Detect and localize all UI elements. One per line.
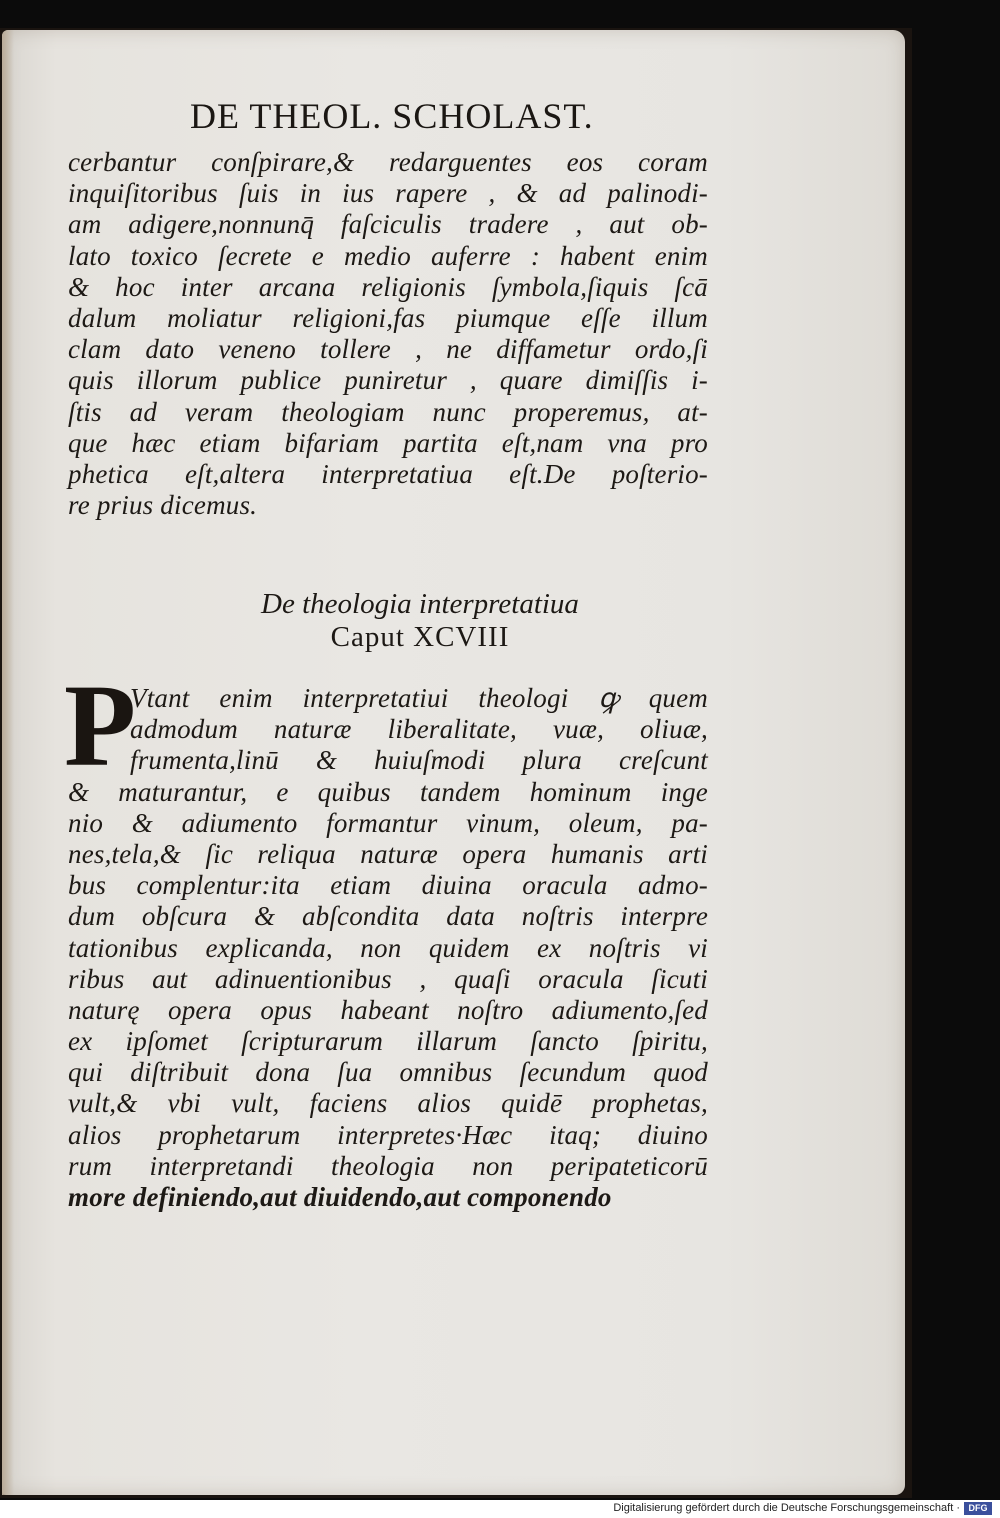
text-line: nio & adiumento formantur vinum, oleum, pa- xyxy=(68,807,708,838)
text-line: naturę opera opus habeant noſtro adiumento,ſed xyxy=(68,994,708,1025)
text-line: rum interpretandi theologia non peripateticorū xyxy=(68,1150,708,1181)
chapter-title-line-1: De theologia interpretatiua xyxy=(261,588,579,620)
text-line: cerbantur conſpirare,& redarguentes eos coram xyxy=(68,147,708,177)
text-line: admodum naturæ liberalitate, vuæ, oliuæ, xyxy=(130,714,708,745)
text-line: vult,& vbi vult, faciens alios quidē prophetas, xyxy=(68,1088,708,1119)
text-line: dalum moliatur religioni,fas piumque eſſe illum xyxy=(68,302,708,333)
text-line: ſtis ad veram theologiam nunc properemus, at- xyxy=(68,396,708,427)
text-line: nes,tela,& ſic reliqua naturæ opera humanis arti xyxy=(68,838,708,869)
dfg-logo: DFG xyxy=(964,1502,992,1515)
text-line: ex ipſomet ſcripturarum illarum ſancto ſpiritu, xyxy=(68,1026,708,1057)
page-gutter-edge xyxy=(2,30,14,1495)
chapter-title xyxy=(190,588,650,654)
text-line: phetica eſt,altera interpretatiua eſt.De poſterio- xyxy=(68,458,708,489)
text-line: que hæc etiam bifariam partita eſt,nam vna pro xyxy=(68,427,708,458)
text-line: more definiendo,aut diuidendo,aut componendo xyxy=(68,1182,612,1212)
text-line: alios prophetarum interpretes·Hæc itaq; diuino xyxy=(68,1119,708,1150)
running-head: DE THEOL. SCHOLAST. xyxy=(190,96,594,136)
text-line: tationibus explicanda, non quidem ex noſtris vi xyxy=(68,932,708,963)
text-line: dum obſcura & abſcondita data noſtris interpre xyxy=(68,901,708,932)
chapter-body xyxy=(68,683,708,1213)
text-line: inquiſitoribus ſuis in ius rapere , & ad palinodi- xyxy=(68,178,708,209)
funding-notice: Digitalisierung gefördert durch die Deutsche Forschungsgemeinschaft · xyxy=(613,1502,960,1514)
text-line: & maturantur, e quibus tandem hominum inge xyxy=(68,776,708,807)
text-line: lato toxico ſecrete e medio auferre : habent enim xyxy=(68,240,708,271)
text-line: & hoc inter arcana religionis ſymbola,ſiquis ſcā xyxy=(68,271,708,302)
text-line: frumenta,linū & huiuſmodi plura creſcunt xyxy=(130,745,708,776)
text-line: Vtant enim interpretatiui theologi ꝙ quem xyxy=(130,683,708,713)
text-line: clam dato veneno tollere , ne diffametur ordo,ſi xyxy=(68,334,708,365)
top-paragraph xyxy=(68,147,708,521)
text-line: re prius dicemus. xyxy=(68,490,258,521)
text-line: qui diſtribuit dona ſua omnibus ſecundum quod xyxy=(68,1057,708,1088)
text-line: bus complentur:ita etiam diuina oracula admo- xyxy=(68,870,708,901)
text-line: am adigere,nonnunq̄ faſciculis tradere , aut ob- xyxy=(68,209,708,240)
chapter-title-line-2: Caput XCVIII xyxy=(330,621,510,653)
drop-cap-initial: P xyxy=(64,660,137,791)
text-line: quis illorum publice puniretur , quare dimiſſis i- xyxy=(68,365,708,396)
text-line: ribus aut adinuentionibus , quaſi oracula ſicuti xyxy=(68,963,708,994)
